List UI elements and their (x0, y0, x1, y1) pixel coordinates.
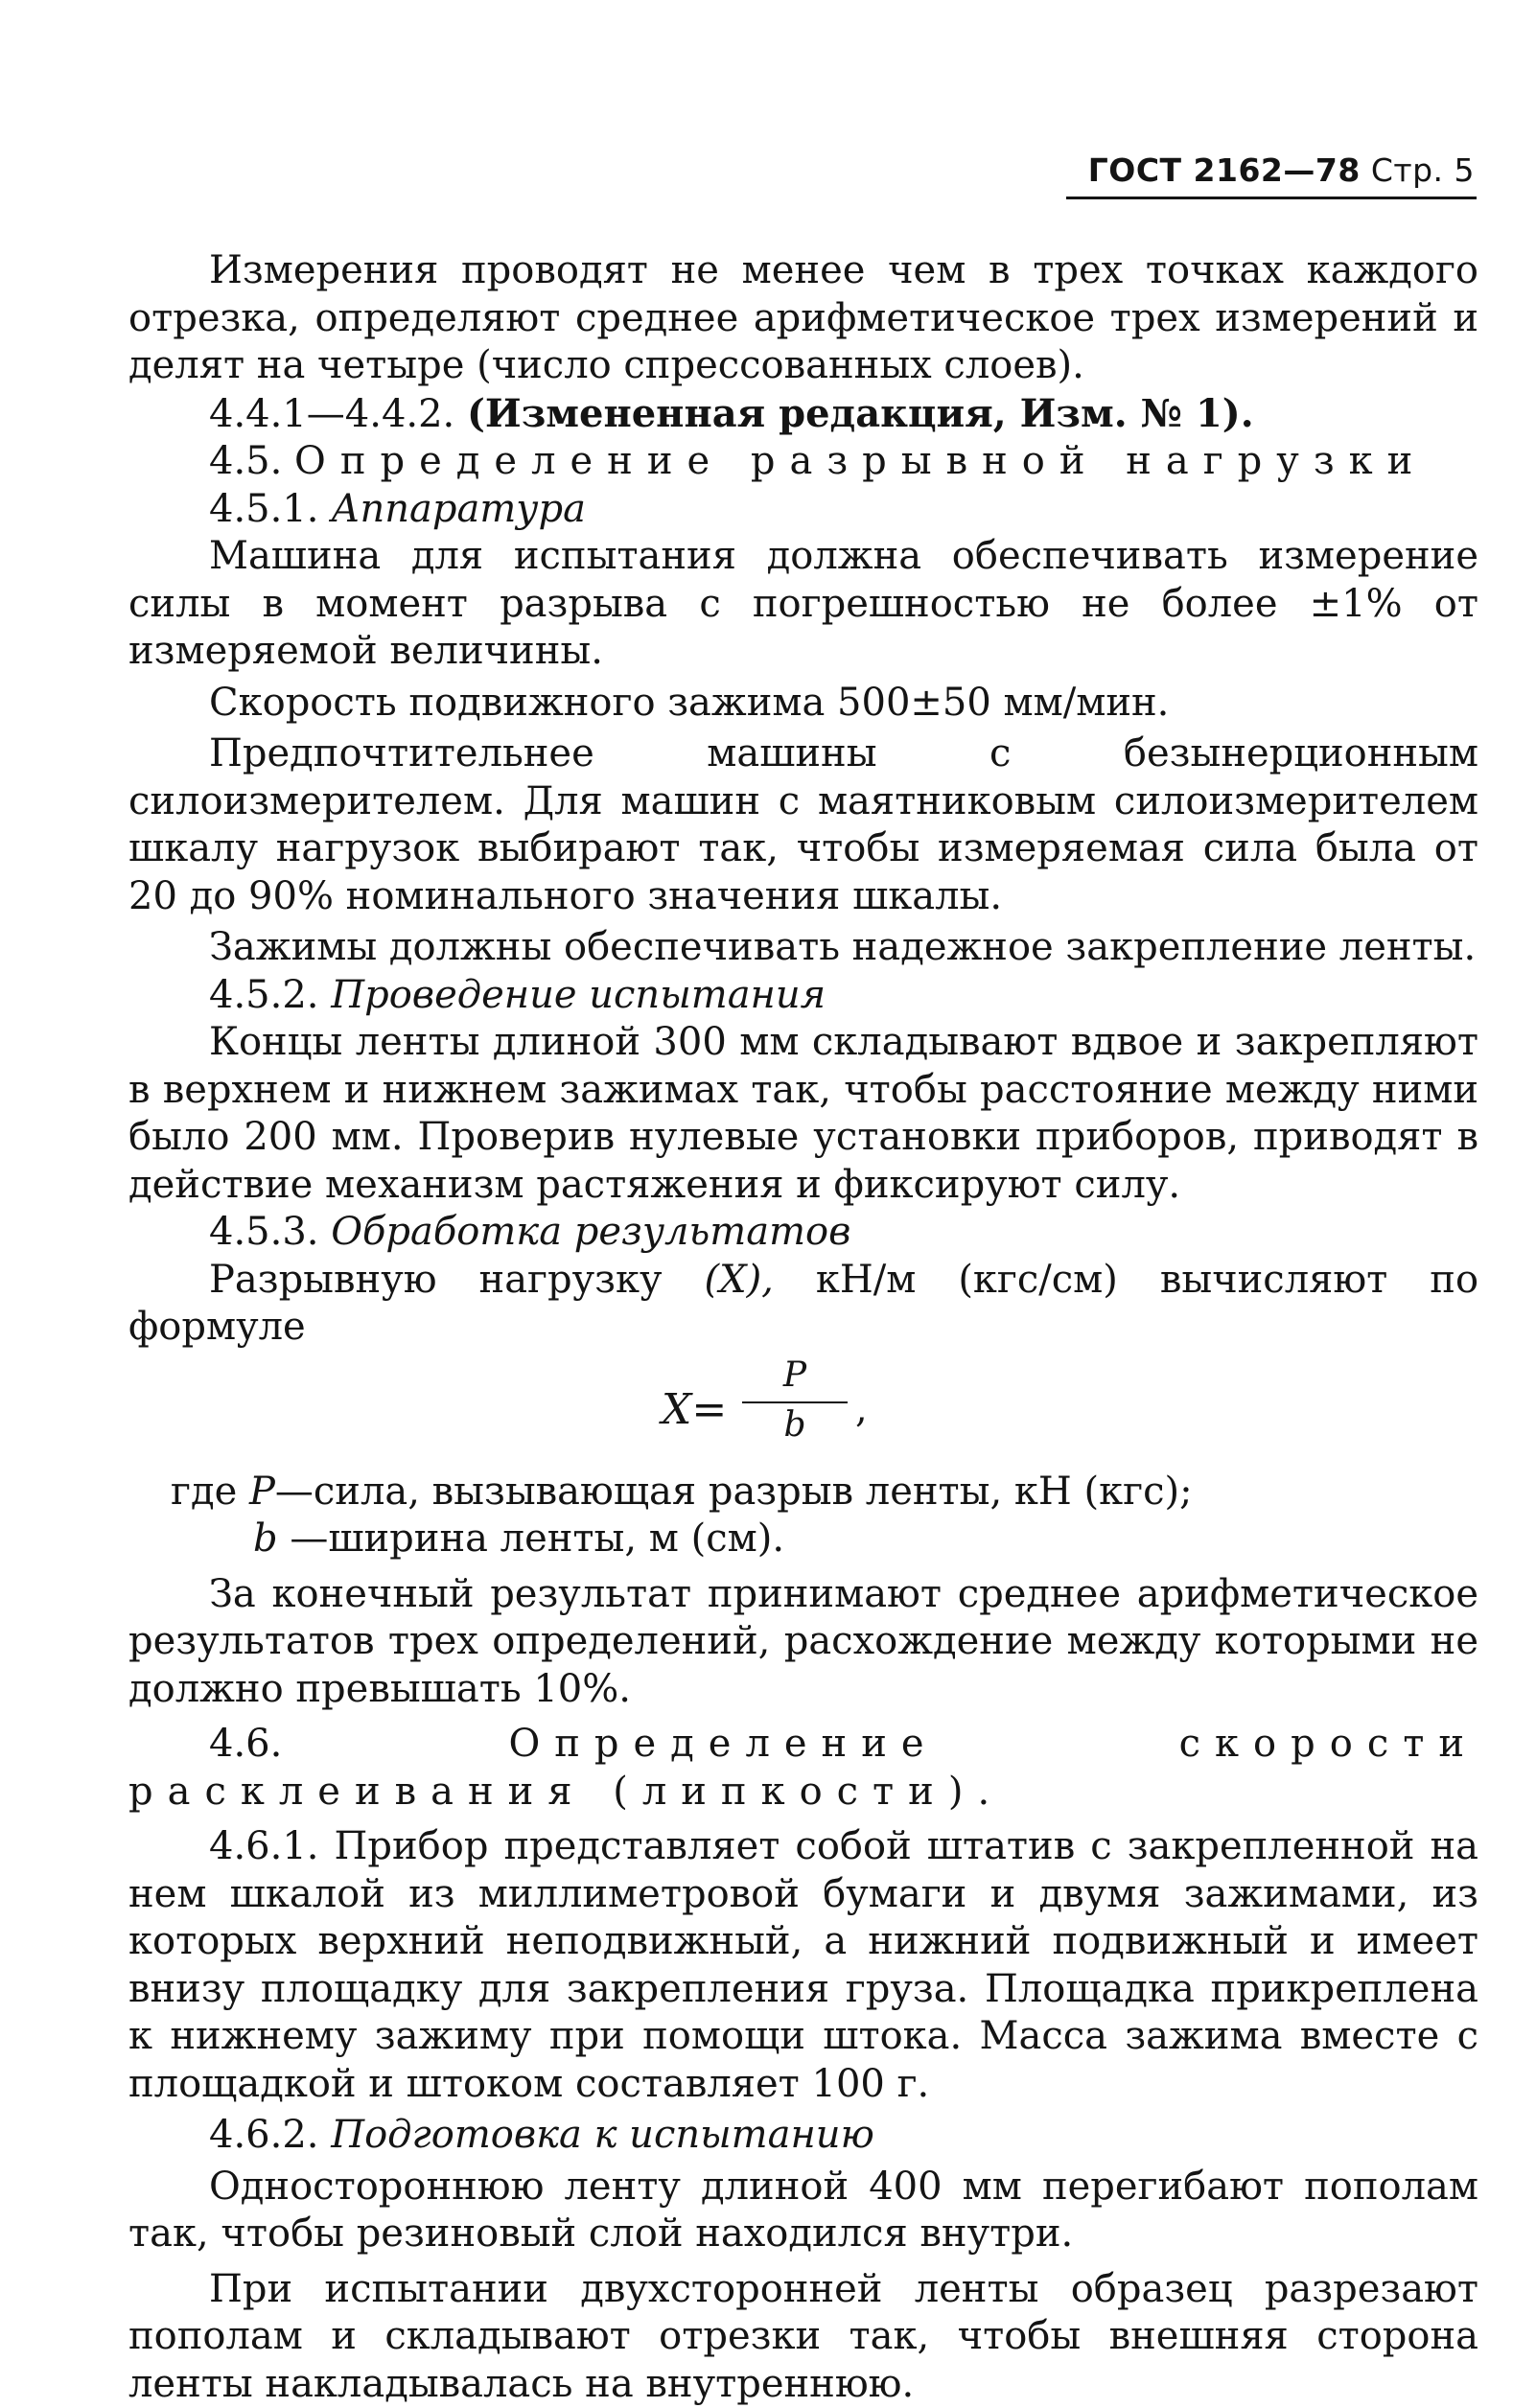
paragraph-clamps: Зажимы должны обеспечивать надежное закрепление ленты. (128, 924, 1478, 972)
paragraph-single-sided: Одностороннюю ленту длиной 400 мм перегибают пополам так, чтобы резиновый слой находился внутри. (128, 2164, 1478, 2258)
where-lead: где (171, 1470, 237, 1514)
definition-var: P (249, 1470, 275, 1514)
section-title: Определение разрывной нагрузки (294, 439, 1427, 483)
section-number: 4.6. (209, 1722, 282, 1766)
text-lead: Разрывную нагрузку (209, 1258, 663, 1302)
subsection-heading-4-5-1 (128, 486, 1478, 534)
subsection-title: Проведение испытания (331, 973, 826, 1017)
document-body (128, 247, 1478, 2408)
formula-lhs: X= (662, 1386, 727, 1434)
text-rest: кН/м (кгс/см) вычисляют по формуле (128, 1258, 1478, 1350)
section-number: 4.5. (209, 439, 282, 483)
variable-x: (X), (704, 1258, 773, 1302)
amendment-number: 4.4.1—4.4.2. (209, 392, 454, 436)
subsection-heading-4-5-2 (128, 972, 1478, 1020)
subsection-number: 4.6.2. (209, 2113, 319, 2157)
paragraph-double-sided: При испытании двухсторонней ленты образец разрезают пополам и складывают отрезки так, чтобы внешняя сторона ленты накладывалась на внутреннюю. (128, 2266, 1478, 2408)
definition-text: —ширина ленты, м (см). (290, 1517, 784, 1561)
formula-numerator: P (742, 1354, 848, 1398)
paragraph-breaking-load (128, 1257, 1478, 1352)
paragraph-measurements: Измерения проводят не менее чем в трех точках каждого отрезка, определяют среднее арифметическое трех измерений и делят на четыре (число спрессованных слоев). (128, 247, 1478, 390)
running-header (1088, 151, 1475, 189)
definition-b (128, 1516, 1478, 1563)
definition-text: —сила, вызывающая разрыв ленты, кН (кгс); (275, 1470, 1193, 1514)
page-number: Стр. 5 (1371, 151, 1475, 189)
section-title: Определение скорости расклеивания (липкости). (128, 1722, 1478, 1814)
paragraph-final-result: За конечный результат принимают среднее арифметическое результатов трех определений, расхождение между которыми не должно превышать 10%. (128, 1571, 1478, 1714)
amendment-text: (Измененная редакция, Изм. № 1). (467, 391, 1254, 436)
subsection-number: 4.5.1. (209, 487, 319, 531)
section-heading-4-6 (128, 1721, 1478, 1816)
subsection-title: Подготовка к испытанию (331, 2113, 874, 2157)
formula-fraction (742, 1354, 848, 1447)
paragraph-test-procedure: Концы ленты длиной 300 мм складывают вдвое и закрепляют в верхнем и нижнем зажимах так, чтобы расстояние между ними было 200 мм. Проверив нулевые установки приборов, приводят в действие механизм растяжения и фиксируют силу. (128, 1019, 1478, 1209)
standard-code: ГОСТ 2162—78 (1088, 151, 1361, 189)
subsection-heading-4-6-2 (128, 2112, 1478, 2160)
definition-var: b (253, 1517, 278, 1561)
formula-tail: , (855, 1386, 868, 1434)
subsection-title: Аппаратура (331, 487, 586, 531)
subsection-number: 4.5.2. (209, 973, 319, 1017)
header-rule (1066, 197, 1477, 199)
definition-p (128, 1469, 1478, 1517)
paragraph-machine: Машина для испытания должна обеспечивать измерение силы в момент разрыва с погрешностью не более ±1% от измеряемой величины. (128, 533, 1478, 676)
paragraph-device: 4.6.1. Прибор представляет собой штатив с закрепленной на нем шкалой из миллиметровой бумаги и двумя зажимами, из которых верхний неподвижный, а нижний подвижный и имеет внизу площадку для закрепления груза. Площадка прикреплена к нижнему зажиму при помощи штока. Масса зажима вместе с площадкой и штоком составляет 100 г. (128, 1823, 1478, 2108)
subsection-title: Обработка результатов (331, 1210, 850, 1254)
paragraph-preferred-machines: Предпочтительнее машины с безынерционным силоизмерителем. Для машин с маятниковым силоизмерителем шкалу нагрузок выбирают так, чтобы измеряемая сила была от 20 до 90% номинального значения шкалы. (128, 730, 1478, 920)
subsection-number: 4.5.3. (209, 1210, 319, 1254)
formula (128, 1354, 1478, 1469)
paragraph-clamp-speed: Скорость подвижного зажима 500±50 мм/мин. (128, 680, 1478, 728)
section-heading-4-5 (128, 438, 1478, 486)
formula-denominator: b (742, 1403, 848, 1447)
subsection-heading-4-5-3 (128, 1209, 1478, 1257)
amendment-note (128, 390, 1478, 439)
